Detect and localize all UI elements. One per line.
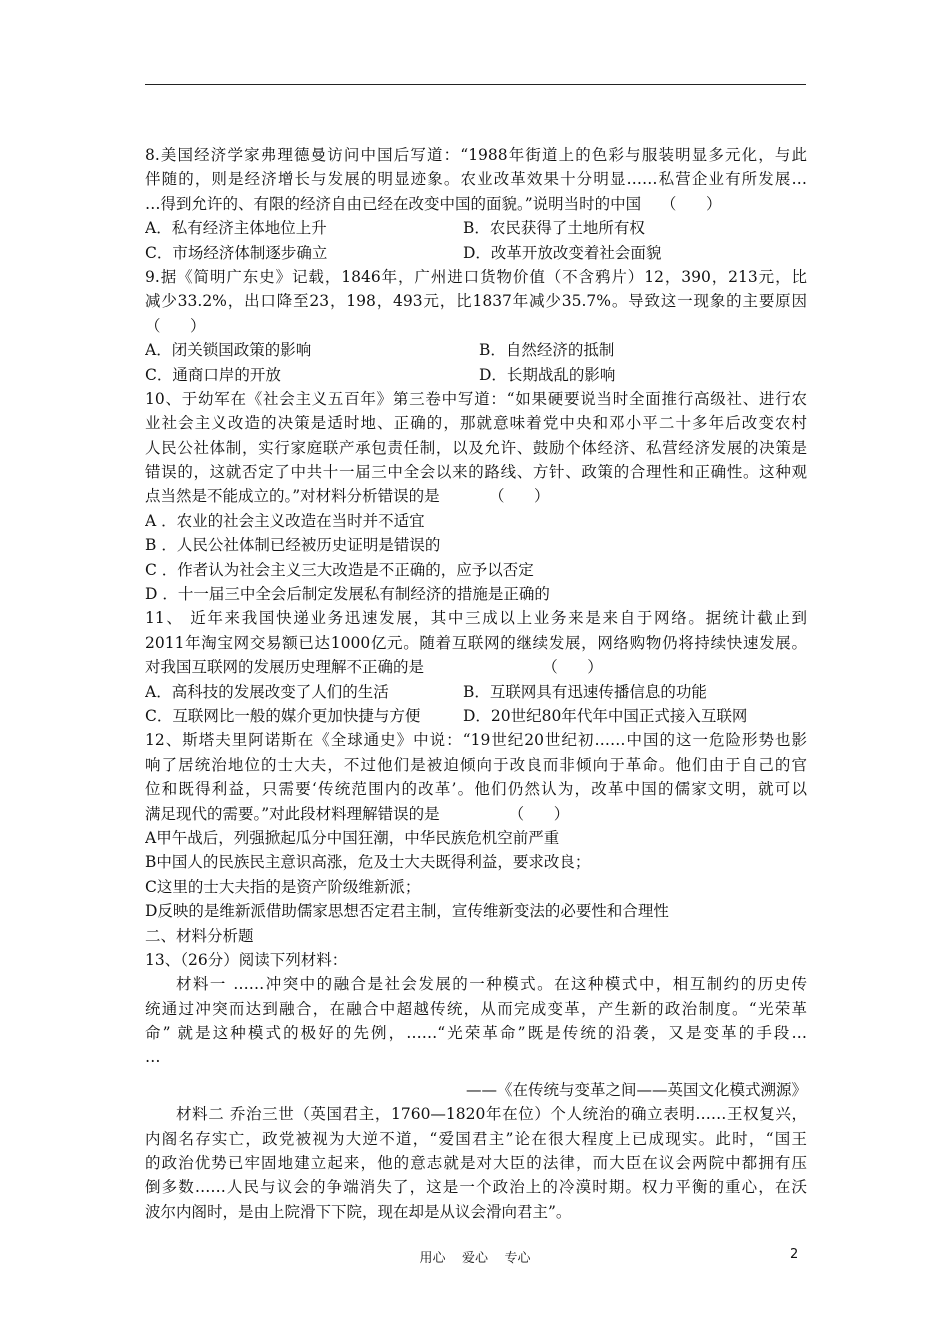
q8-line-2: 伴随的，则是经济增长与发展的明显迹象。农业改革效果十分明显……私营企业有所发展… <box>145 170 807 189</box>
q10-option-b: B ．人民公社体制已经被历史证明是错误的 <box>145 536 441 555</box>
material2-line-3: 的政治优势已牢固地建立起来，他的意志就是对大臣的法律，而大臣在议会两院中都拥有压 <box>145 1154 807 1173</box>
q9-options-row-1 <box>145 338 807 362</box>
q11-option-d: D．20世纪80年代年中国正式接入互联网 <box>463 706 748 725</box>
q11-line-2: 2011年淘宝网交易额已达1000亿元。随着互联网的继续发展，网络购物仍将持续快速发展。 <box>145 633 807 652</box>
q9-line-1: 9.据《简明广东史》记载，1846年，广州进口货物价值（不含鸦片）12，390，213元，比 <box>145 267 807 286</box>
section-heading: 二、材料分析题 <box>145 926 254 945</box>
q8-options-row-2 <box>145 241 807 265</box>
q8-option-c: C．市场经济体制逐步确立 <box>145 243 328 262</box>
q13-intro: 13、（26分）阅读下列材料： <box>145 950 348 969</box>
q8-line-1: 8.美国经济学家弗理德曼访问中国后写道：“1988年街道上的色彩与服装明显多元化，与此 <box>145 146 807 164</box>
q12-option-b: B中国人的民族民主意识高涨，危及士大夫既得利益，要求改良； <box>145 853 591 872</box>
material1-line-4: … <box>145 1048 161 1067</box>
q8-option-b: B．农民获得了土地所有权 <box>463 219 645 238</box>
q12-option-c: C这里的士大夫指的是资产阶级维新派； <box>145 877 421 896</box>
q11-option-a: A．高科技的发展改变了人们的生活 <box>145 682 389 701</box>
q11-option-b: B．互联网具有迅速传播信息的功能 <box>463 682 707 701</box>
q10-line-3: 人民公社体制，实行家庭联产承包责任制，以及允许、鼓励个体经济、私营经济发展的决策是 <box>145 438 807 457</box>
footer-motto: 用心 爱心 专心 <box>419 1251 531 1266</box>
q9-line-3: （ ） <box>145 316 206 335</box>
q10-option-c: C ．作者认为社会主义三大改造是不正确的，应予以否定 <box>145 560 534 579</box>
q9-option-d: D．长期战乱的影响 <box>479 365 616 384</box>
header-rule <box>145 84 806 85</box>
material2-line-4: 倒多数……人民与议会的争端消失了，这是一个政治上的冷漠时期。权力平衡的重心，在沃 <box>145 1178 807 1197</box>
q9-option-a: A．闭关锁国政策的影响 <box>145 341 312 360</box>
q10-option-a: A ．农业的社会主义改造在当时并不适宜 <box>145 511 425 530</box>
material1-line-2: 统通过冲突而达到融合，在融合中超越传统，从而完成变革，产生新的政治制度。“光荣革 <box>145 999 807 1018</box>
q11-line-3: 对我国互联网的发展历史理解不正确的是 （ ） <box>145 658 603 677</box>
page-content <box>145 143 807 1224</box>
q10-line-1: 10、于幼军在《社会主义五百年》第三卷中写道：“如果硬要说当时全面推行高级社、进行农 <box>145 389 807 408</box>
q9-options-row-2 <box>145 363 807 387</box>
q9-option-c: C．通商口岸的开放 <box>145 365 281 384</box>
q10-line-2: 业社会主义改造的决策是适时地、正确的，那就意味着党中央和邓小平二十多年后改变农村 <box>145 414 807 433</box>
material2-line-1: 材料二 乔治三世（英国君主，1760—1820年在位）个人统治的确立表明……王权复兴， <box>176 1105 807 1124</box>
q9-line-2: 减少33.2%，出口降至23，198，493元，比1837年减少35.7%。导致这一现象的主要原因 <box>145 292 807 311</box>
q10-line-5: 点当然是不能成立的。”对材料分析错误的是 （ ） <box>145 487 550 506</box>
q8-line-3: …得到允许的、有限的经济自由已经在改变中国的面貌。”说明当时的中国 （ ） <box>145 194 722 213</box>
material2-line-2: 内阁名存实亡，政党被视为大逆不道，“爱国君主”论在很大程度上已成现实。此时，“国王 <box>145 1129 807 1148</box>
q10-line-4: 错误的，这就否定了中共十一届三中全会以来的路线、方针、政策的合理性和正确性。这种观 <box>145 463 807 482</box>
q8-option-d: D．改革开放改变着社会面貌 <box>463 243 662 262</box>
q12-option-a: A甲午战后，列强掀起瓜分中国狂潮，中华民族危机空前严重 <box>145 828 560 847</box>
q11-option-c: C．互联网比一般的媒介更加快捷与方便 <box>145 706 421 725</box>
material2-line-5: 波尔内阁时，是由上院滑下下院，现在却是从议会滑向君主”。 <box>145 1202 572 1221</box>
q11-line-1: 11、 近年来我国快递业务迅速发展，其中三成以上业务来是来自于网络。据统计截止到 <box>145 609 807 628</box>
material1-line-3: 命” 就是这种模式的极好的先例，……“光荣革命”既是传统的沿袭，又是变革的手段… <box>145 1024 807 1043</box>
q10-option-d: D ．十一届三中全会后制定发展私有制经济的措施是正确的 <box>145 585 550 604</box>
q11-options-row-1 <box>145 680 807 704</box>
q12-line-4: 满足现代的需要。”对此段材料理解错误的是 （ ） <box>145 804 570 823</box>
q12-option-d: D反映的是维新派借助儒家思想否定君主制，宣传维新变法的必要性和合理性 <box>145 902 669 921</box>
material1-source: ——《在传统与变革之间——英国文化模式溯源》 <box>465 1080 807 1099</box>
material1-line-1: 材料一 ……冲突中的融合是社会发展的一种模式。在这种模式中，相互制约的历史传 <box>176 975 807 994</box>
q12-line-3: 位和既得利益，只需要‘传统范围内的改革’。他们仍然认为，改革中国的儒家文明，就可以 <box>145 780 807 799</box>
q11-options-row-2 <box>145 704 807 728</box>
q12-line-2: 响了居统治地位的士大夫，不过他们是被迫倾向于改良而非倾向于革命。他们由于自己的官 <box>145 755 807 774</box>
q9-option-b: B．自然经济的抵制 <box>479 341 615 360</box>
q8-option-a: A．私有经济主体地位上升 <box>145 219 327 238</box>
q12-line-1: 12、斯塔夫里阿诺斯在《全球通史》中说：“19世纪20世纪初……中国的这一危险形势也影 <box>145 731 807 750</box>
page-number: 2 <box>790 1247 799 1262</box>
q8-options-row-1 <box>145 216 807 240</box>
